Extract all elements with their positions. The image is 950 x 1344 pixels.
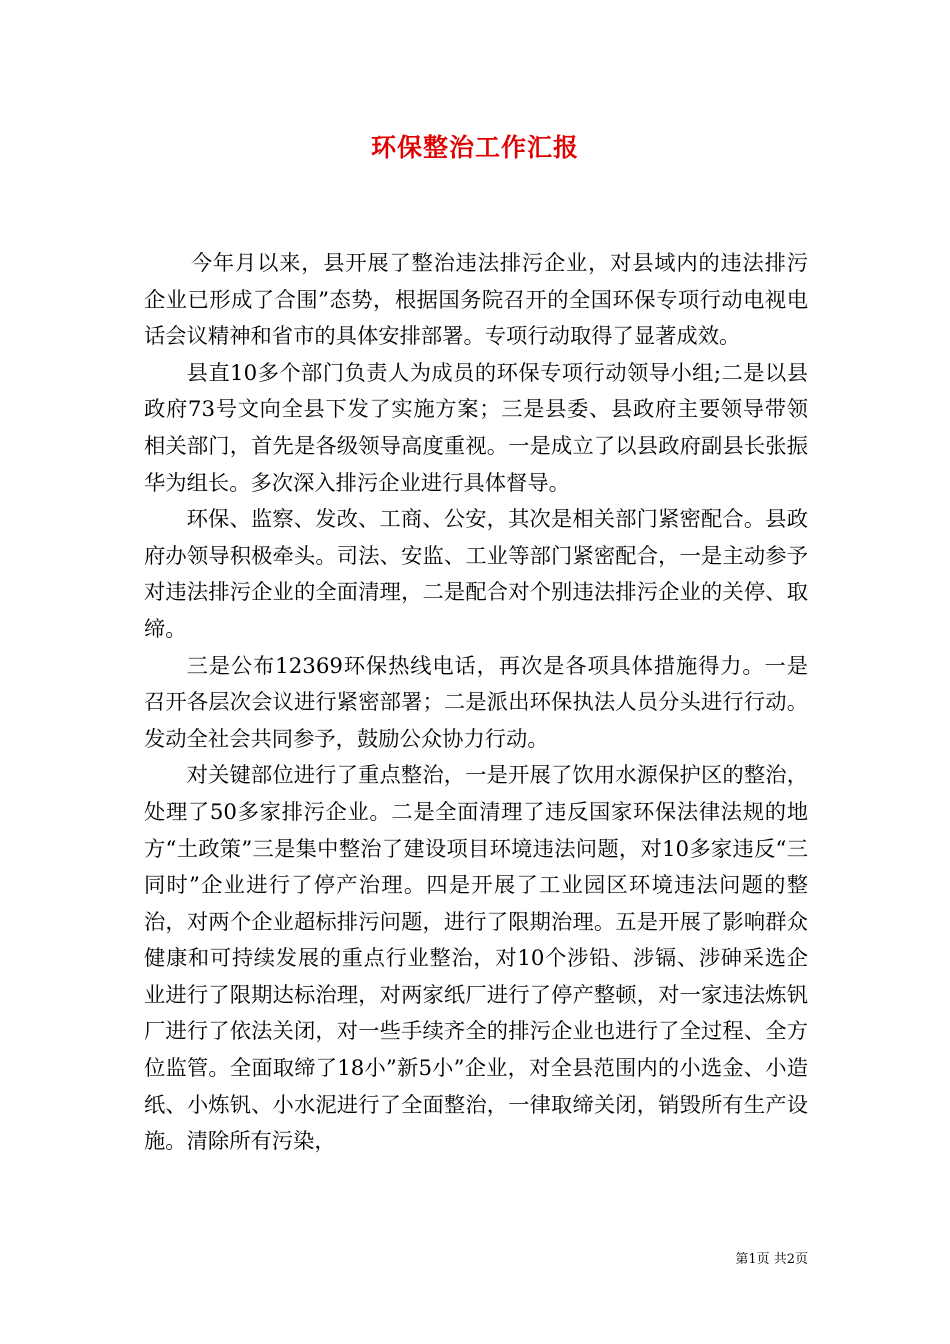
- document-body: [144, 246, 808, 1161]
- paragraph-3: 环保、监察、发改、工商、公安，其次是相关部门紧密配合。县政府办领导积极牵头。司法、安监、工业等部门紧密配合，一是主动参予对违法排污企业的全面清理，二是配合对个别违法排污企业的关停、取缔。: [144, 507, 808, 642]
- paragraph-2: 县直10多个部门负责人为成员的环保专项行动领导小组;二是以县政府73号文向全县下发了实施方案；三是县委、县政府主要领导带领相关部门，首先是各级领导高度重视。一是成立了以县政府副县长张振华为组长。多次深入排污企业进行具体督导。: [144, 360, 808, 496]
- paragraph-4: 三是公布12369环保热线电话，再次是各项具体措施得力。一是召开各层次会议进行紧密部署；二是派出环保执法人员分头进行行动。发动全社会共同参予，鼓励公众协力行动。: [144, 653, 808, 752]
- paragraph-5: 对关键部位进行了重点整治，一是开展了饮用水源保护区的整治，处理了50多家排污企业。二是全面清理了违反国家环保法律法规的地方“土政策”三是集中整治了建设项目环境违法问题，对10多家违反“三同时”企业进行了停产治理。四是开展了工业园区环境违法问题的整治，对两个企业超标排污问题，进行了限期治理。五是开展了影响群众健康和可持续发展的重点行业整治，对10个涉铅、涉镉、涉砷采选企业进行了限期达标治理，对两家纸厂进行了停产整顿，对一家违法炼钒厂进行了依法关闭，对一些手续齐全的排污企业也进行了全过程、全方位监管。全面取缔了18小”新5小”企业，对全县范围内的小选金、小造纸、小炼钒、小水泥进行了全面整治，一律取缔关闭，销毁所有生产设施。清除所有污染，: [144, 763, 808, 1155]
- paragraph-1: 今年月以来，县开展了整治违法排污企业，对县域内的违法排污企业已形成了合围”态势，根据国务院召开的全国环保专项行动电视电话会议精神和省市的具体安排部署。专项行动取得了显著成效。: [144, 251, 808, 350]
- document-title: 环保整治工作汇报: [370, 133, 579, 162]
- page-number: 第1页 共2页: [735, 1252, 808, 1267]
